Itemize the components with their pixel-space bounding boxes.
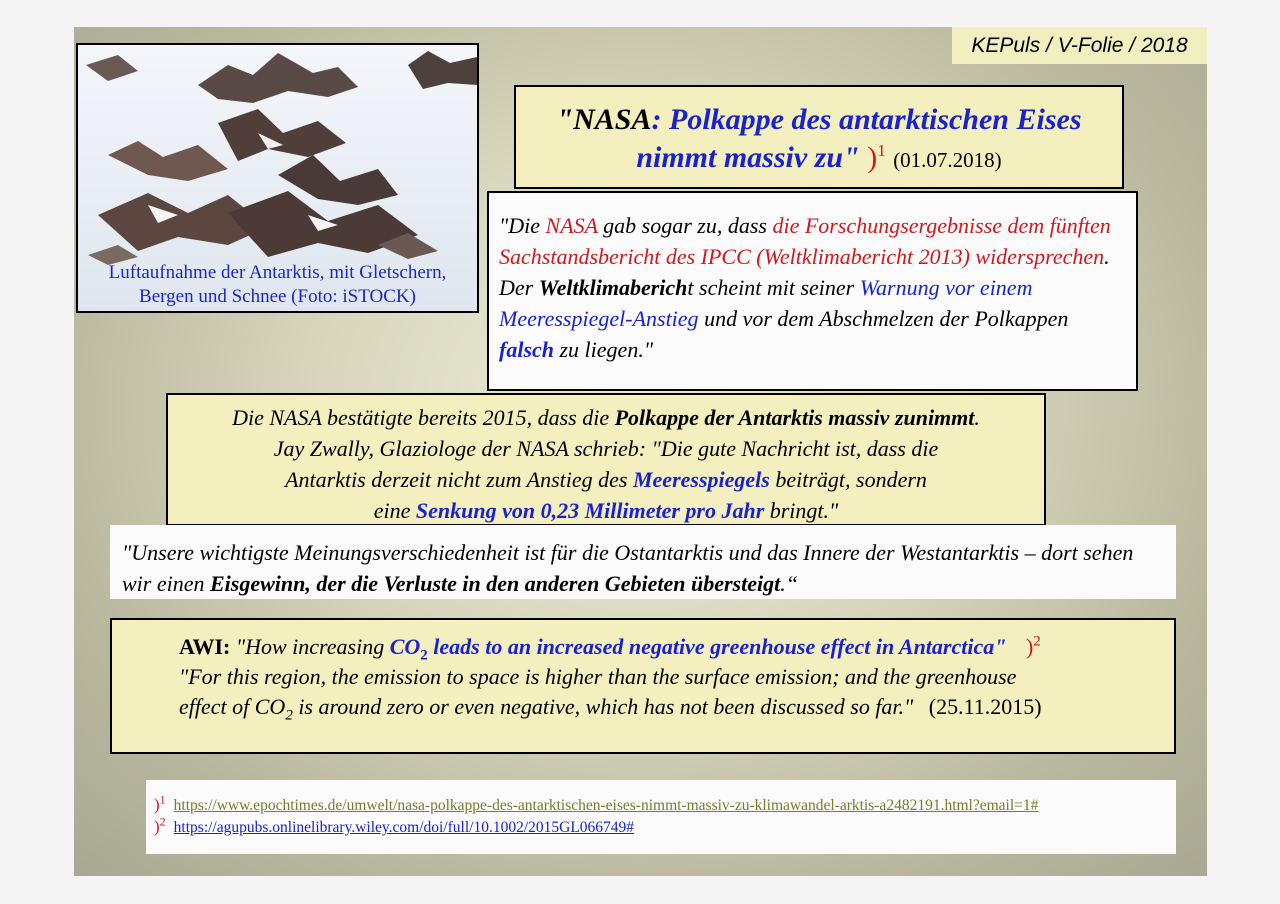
nasa-text: . [974, 405, 980, 430]
antarctica-photo [76, 43, 479, 313]
quote1-text: gab sogar zu, dass [597, 213, 773, 238]
headline-ref-marker: )$^1$ [867, 141, 886, 174]
reference-2-marker: )$^2$ [154, 814, 166, 836]
nasa-text: bringt." [764, 498, 839, 523]
awi-title-blue: leads to an increased negative greenhouse effect in Antarctica" [427, 634, 1007, 659]
awi-ref-marker: )$^2$ [1025, 633, 1041, 659]
quote1-highlight-red: die Forschungsergebnisse dem fünften Sachstandsbericht des IPCC (Weltklimabericht 2013) widersprechen [499, 213, 1111, 269]
quote2-text: .“ [780, 571, 798, 596]
headline-date: (01.07.2018) [893, 148, 1002, 172]
quote1-falsch: falsch [499, 337, 554, 362]
quote1-nasa: NASA [545, 213, 598, 238]
references-box [146, 780, 1176, 854]
awi-line-2: "For this region, the emission to space is higher than the surface emission; and the greenhouse [179, 664, 1017, 689]
nasa-text: Die NASA bestätigte bereits 2015, dass die [232, 405, 615, 430]
quote1-highlight-blue: Warnung vor einem Meeresspiegel-Anstieg [499, 275, 1033, 331]
awi-title: "How increasing [235, 634, 390, 659]
awi-box [110, 618, 1176, 754]
nasa-text: eine [373, 498, 416, 523]
quote1-text: zu liegen." [554, 337, 654, 362]
nasa-statement-box [166, 393, 1046, 526]
awi-co2-subscript: 2 [285, 707, 293, 724]
zwally-quote-box [110, 525, 1176, 599]
photo-caption-line-2: Bergen und Schnee (Foto: iSTOCK) [139, 286, 416, 307]
quote2-bold: Eisgewinn, der die Verluste in den anderen Gebieten übersteigt [210, 571, 781, 596]
nasa-meeresspiegel: Meeresspiegels [632, 467, 770, 492]
nasa-text: beiträgt, sondern [769, 467, 927, 492]
awi-date: (25.11.2015) [928, 694, 1042, 719]
awi-co2: CO [389, 634, 421, 659]
quote1-text: t scheint mit seiner [687, 275, 860, 300]
reference-1 [154, 794, 1176, 816]
reference-2 [154, 816, 1176, 838]
nasa-senkung: Senkung von 0,23 Millimeter pro Jahr [415, 498, 765, 523]
nasa-quote-box [487, 191, 1138, 391]
quote1-text: . Der [499, 244, 1110, 300]
nasa-text: Jay Zwally, Glaziologe der NASA schrieb: "Die gute Nachricht ist, dass die [273, 436, 939, 461]
reference-1-marker: )$^1$ [154, 792, 166, 814]
quote2-text: "Unsere wichtigste Meinungsverschiedenheit ist für die Ostantarktis und das Innere der Westantarktis – dort sehen wir einen [122, 540, 1134, 596]
reference-2-link[interactable]: https://agupubs.onlinelibrary.wiley.com/doi/full/10.1002/2015GL066749# [173, 819, 635, 836]
nasa-text: Antarktis derzeit nicht zum Anstieg des [285, 467, 633, 492]
headline-title-2: nimmt massiv zu" [636, 141, 860, 174]
awi-label: AWI: [179, 634, 231, 659]
quote1-text: und vor dem Abschmelzen der Polkappen [698, 306, 1069, 331]
photo-caption [78, 261, 477, 309]
photo-caption-line-1: Luftaufnahme der Antarktis, mit Gletschern, [108, 262, 447, 283]
quote1-text: "Die [499, 213, 546, 238]
awi-line-3: is around zero or even negative, which has not been discussed so far." [292, 694, 914, 719]
slide-tag: KEPuls / V-Folie / 2018 [952, 27, 1207, 64]
slide [74, 27, 1207, 876]
nasa-bold: Polkappe der Antarktis massiv zunimmt [614, 405, 975, 430]
headline-title-1: : Polkappe des antarktischen Eises [651, 103, 1082, 136]
headline-nasa: "NASA [556, 103, 652, 136]
headline-box [514, 85, 1124, 189]
quote1-bold: Weltklimaberich [538, 275, 688, 300]
reference-1-link[interactable]: https://www.epochtimes.de/umwelt/nasa-polkappe-des-antarktischen-eises-nimmt-massiv-zu-klimawandel-arktis-a2482191.html?email=1# [173, 797, 1039, 814]
awi-co2-subscript: 2 [420, 647, 428, 664]
awi-line-3: effect of CO [179, 694, 286, 719]
